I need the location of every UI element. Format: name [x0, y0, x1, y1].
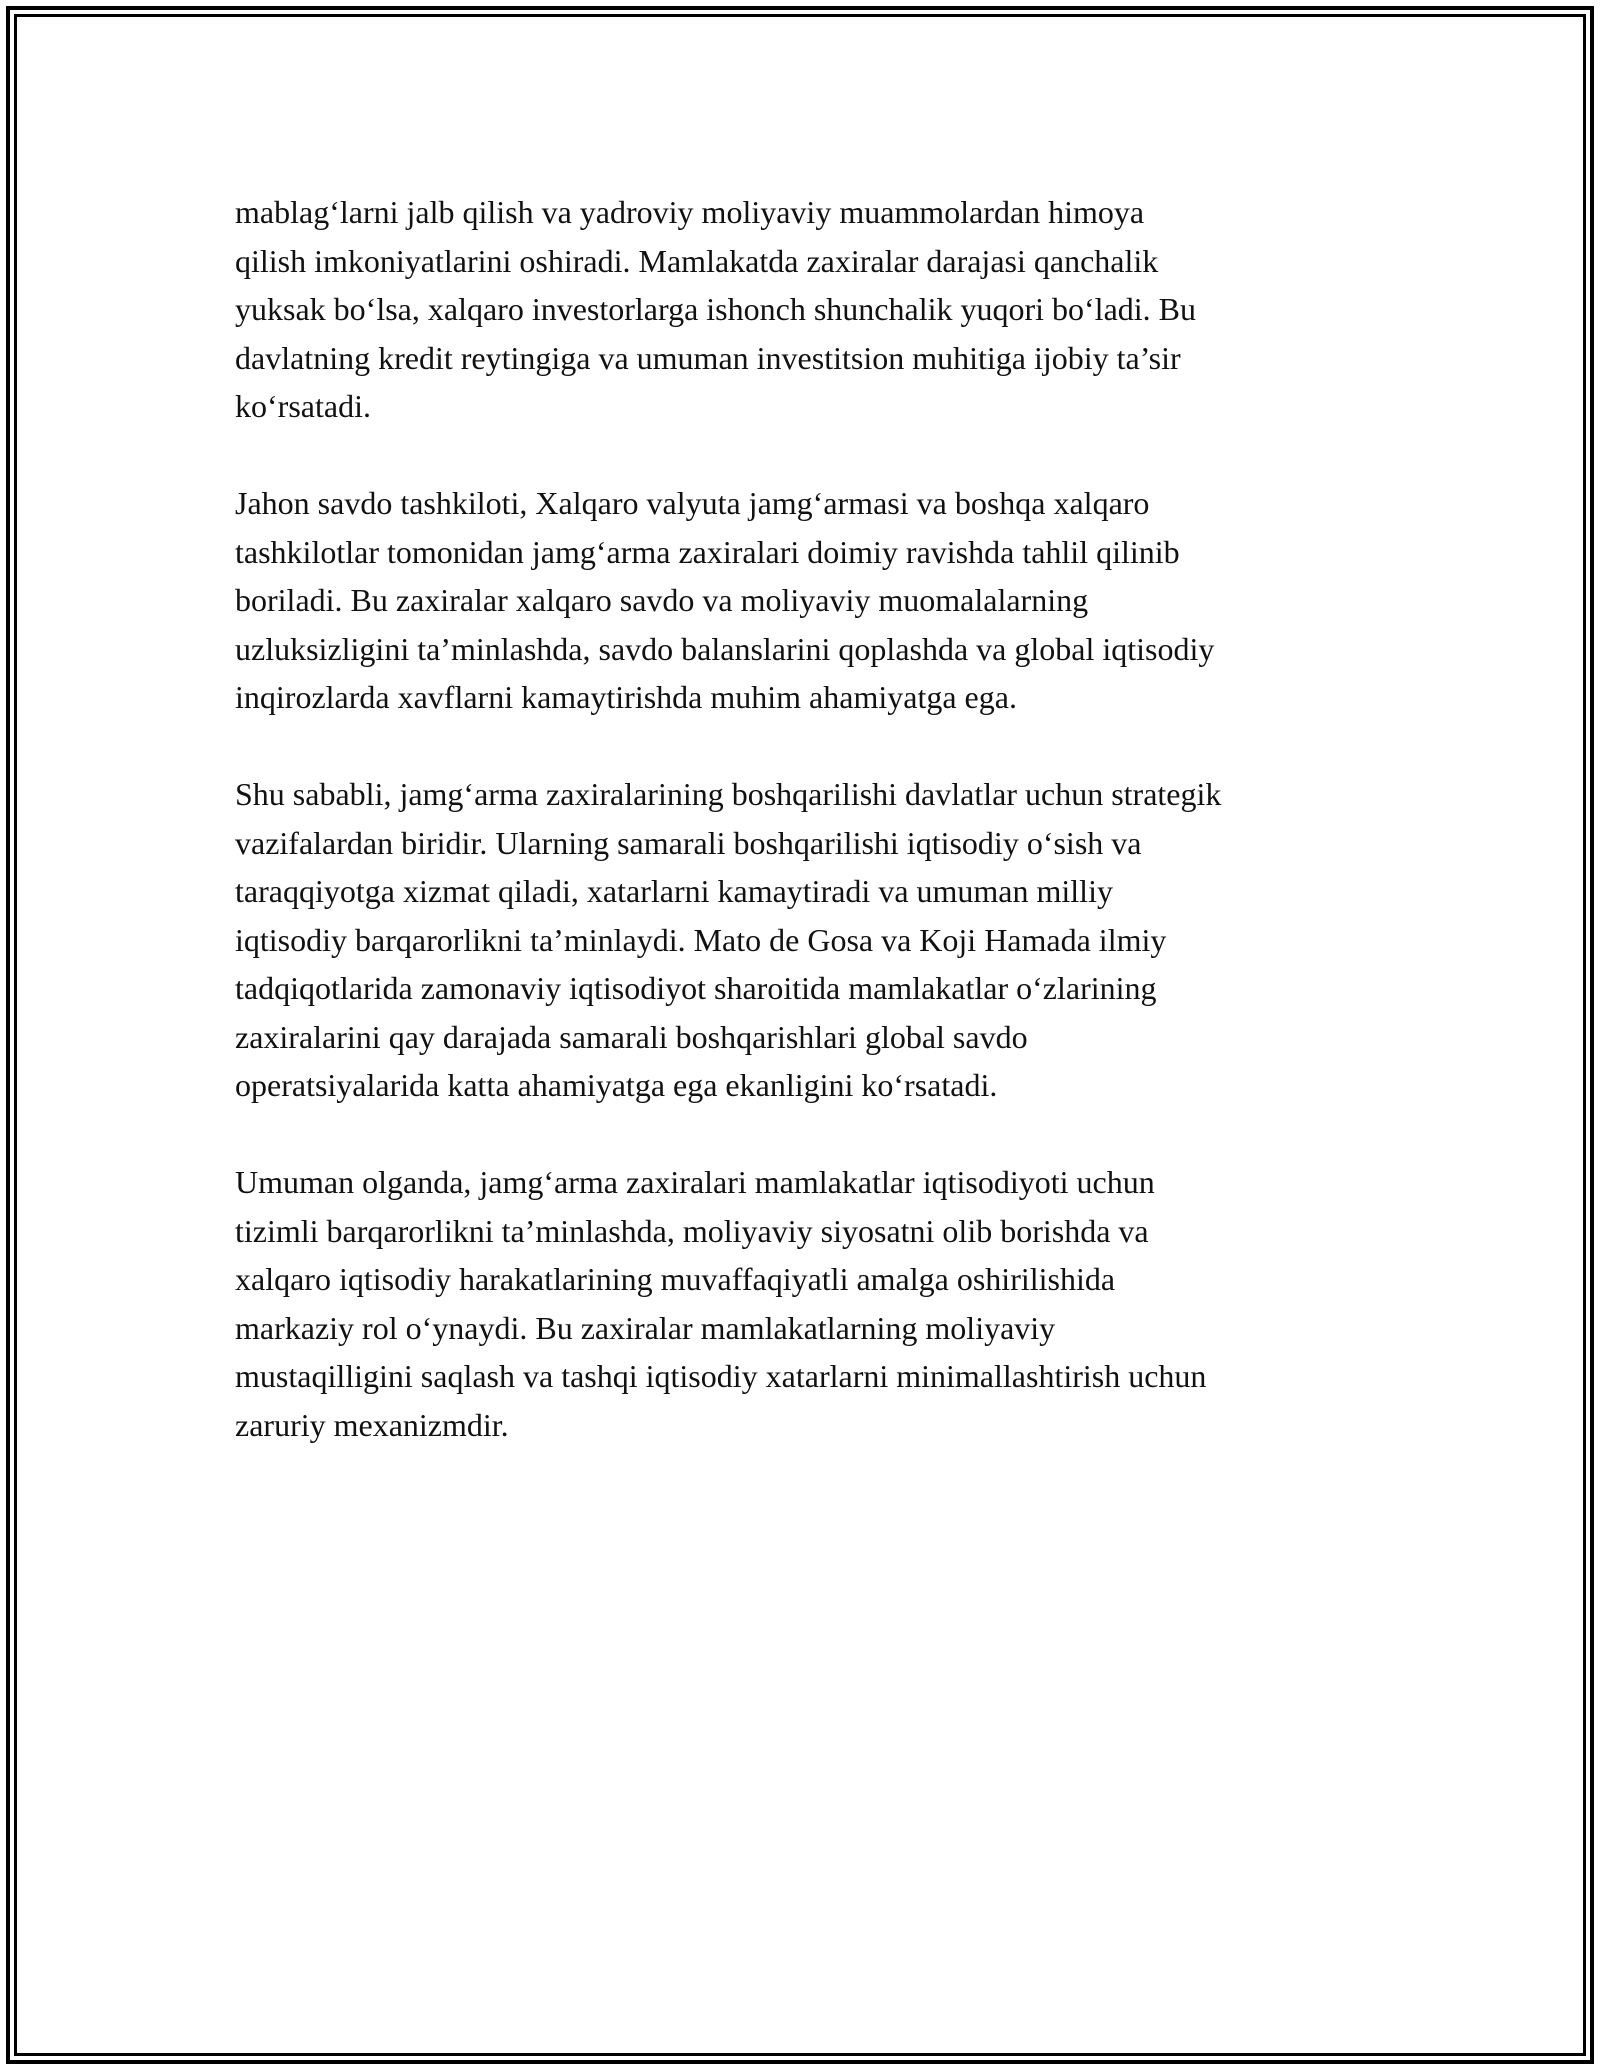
paragraph: Umuman olganda, jamg‘arma zaxiralari mamlakatlar iqtisodiyoti uchun tizimli barqarorlikni ta’minlashda, moliyaviy siyosatni olib borishda va xalqaro iqtisodiy harakatlarining muvaffaqiyatli amalga oshirilishida markaziy rol o‘ynaydi. Bu zaxiralar mamlakatlarning moliyaviy mustaqilligini saqlash va tashqi iqtisodiy xatarlarni minimallashtirish uchun zaruriy mexanizmdir. — [235, 1164, 1207, 1443]
document-body — [235, 188, 1375, 1498]
paragraph: Shu sababli, jamg‘arma zaxiralarining boshqarilishi davlatlar uchun strategik vazifalardan biridir. Ularning samarali boshqarilishi iqtisodiy o‘sish va taraqqiyotga xizmat qiladi, xatarlarni kamaytiradi va umuman milliy iqtisodiy barqarorlikni ta’minlaydi. Mato de Gosa va Koji Hamada ilmiy tadqiqotlarida zamonaviy iqtisodiyot sharoitida mamlakatlar o‘zlarining zaxiralarini qay darajada samarali boshqarishlari global savdo operatsiyalarida katta ahamiyatga ega ekanligini ko‘rsatadi. — [235, 776, 1222, 1103]
paragraph: Jahon savdo tashkiloti, Xalqaro valyuta jamg‘armasi va boshqa xalqaro tashkilotlar tomonidan jamg‘arma zaxiralari doimiy ravishda tahlil qilinib boriladi. Bu zaxiralar xalqaro savdo va moliyaviy muomalalarning uzluksizligini ta’minlashda, savdo balanslarini qoplashda va global iqtisodiy inqirozlarda xavflarni kamaytirishda muhim ahamiyatga ega. — [235, 485, 1215, 715]
paragraph: mablag‘larni jalb qilish va yadroviy moliyaviy muammolardan himoya qilish imkoniyatlarini oshiradi. Mamlakatda zaxiralar darajasi qanchalik yuksak bo‘lsa, xalqaro investorlarga ishonch shunchalik yuqori bo‘ladi. Bu davlatning kredit reytingiga va umuman investitsion muhitiga ijobiy ta’sir ko‘rsatadi. — [235, 194, 1196, 424]
